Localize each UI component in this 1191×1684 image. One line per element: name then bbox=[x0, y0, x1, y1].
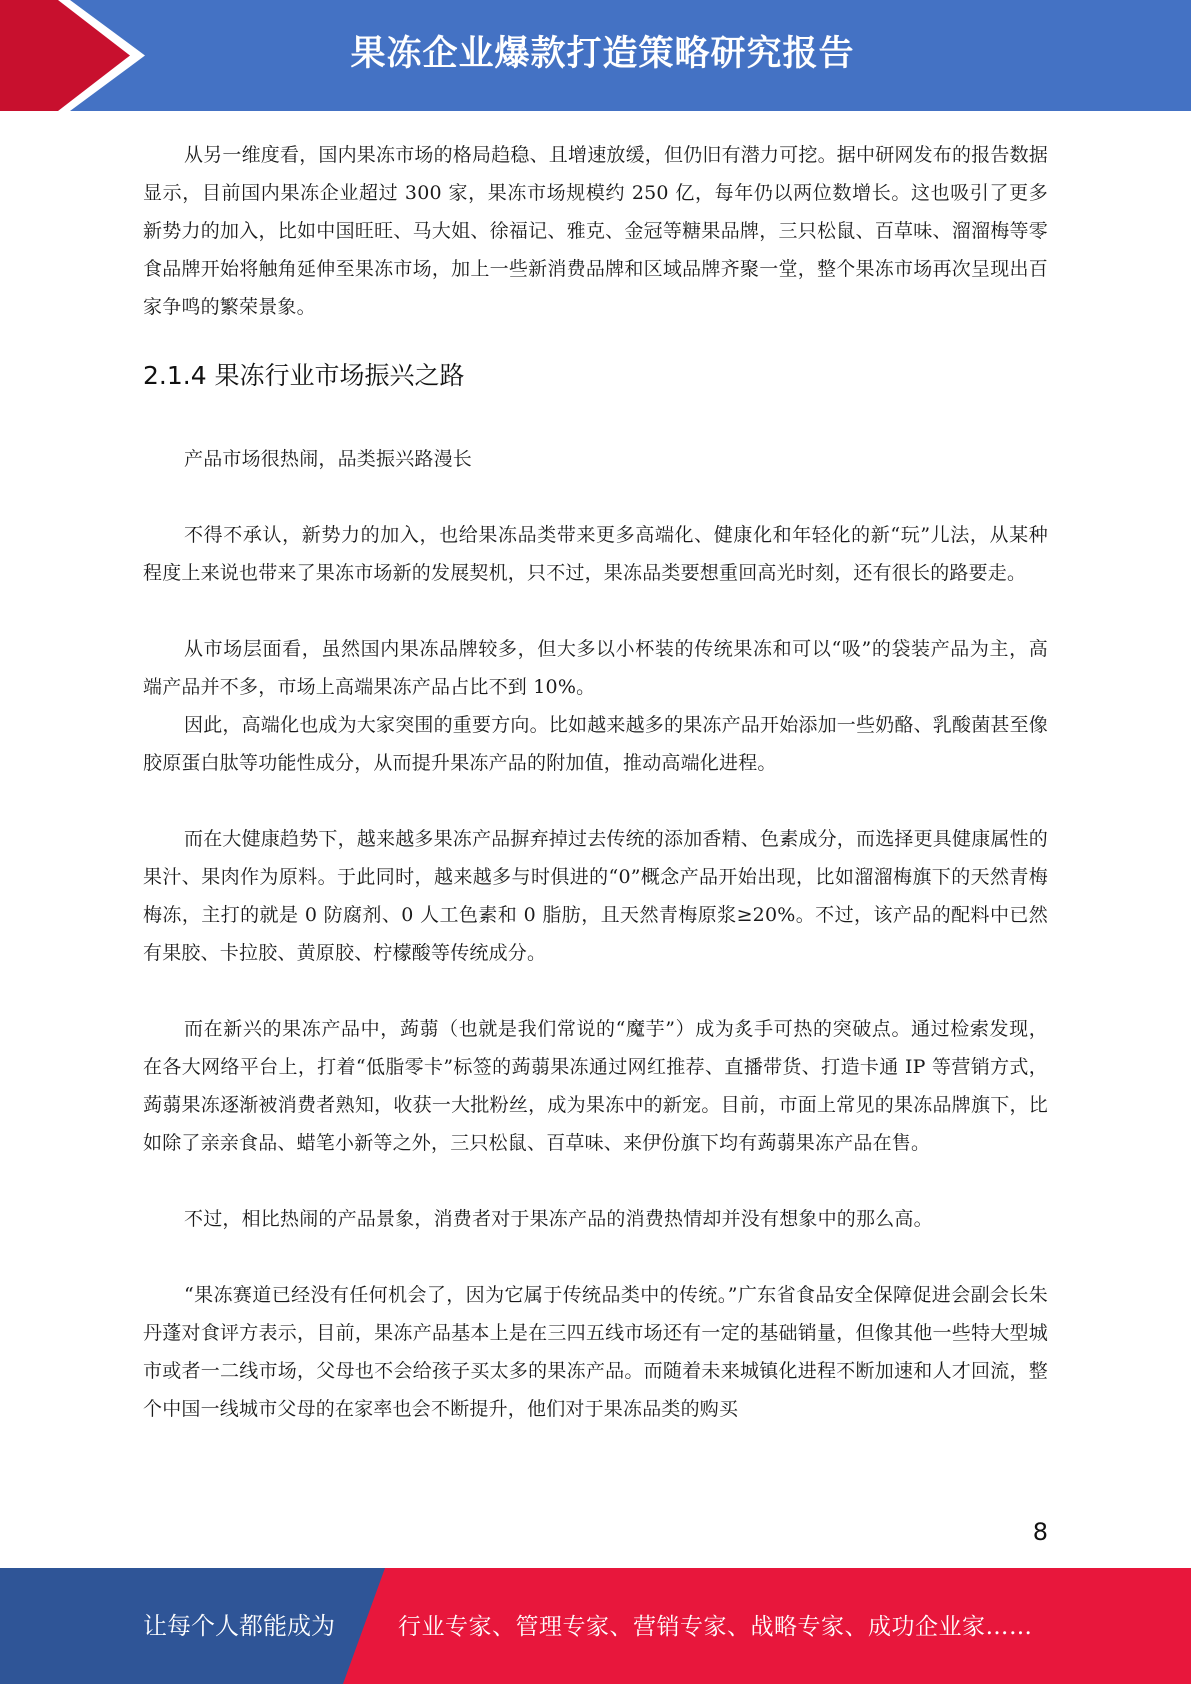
paragraph-expert-quote: “果冻赛道已经没有任何机会了，因为它属于传统品类中的传统。”广东省食品安全保障促进会副会长朱丹蓬对食评方表示，目前，果冻产品基本上是在三四五线市场还有一定的基础销量，但像其他一些特大型城市或者一二线市场，父母也不会给孩子买太多的果冻产品。而随着未来城镇化进程不断加速和人才回流，整个中国一线城市父母的在家率也会不断提升，他们对于果冻品类的购买 bbox=[143, 1284, 1048, 1420]
section-heading: 2.1.4 果冻行业市场振兴之路 bbox=[143, 361, 465, 390]
paragraph-market-level: 从市场层面看，虽然国内果冻品牌较多，但大多以小杯装的传统果冻和可以“吸”的袋装产品为主，高端产品并不多，市场上高端果冻产品占比不到 10%。 bbox=[143, 638, 1048, 698]
paragraph-health-trend: 而在大健康趋势下，越来越多果冻产品摒弃掉过去传统的添加香精、色素成分，而选择更具健康属性的果汁、果肉作为原料。于此同时，越来越多与时俱进的“0”概念产品开始出现，比如溜溜梅旗下的天然青梅梅冻，主打的就是 0 防腐剂、0 人工色素和 0 脂肪，且天然青梅原浆≥20%。不过，该产品的配料中已然有果胶、卡拉胶、黄原胶、柠檬酸等传统成分。 bbox=[143, 828, 1049, 964]
page-number: 8 bbox=[1032, 1518, 1048, 1546]
paragraph-new-forces: 不得不承认，新势力的加入，也给果冻品类带来更多高端化、健康化和年轻化的新“玩”儿法，从某种程度上来说也带来了果冻市场新的发展契机，只不过，果冻品类要想重回高光时刻，还有很长的路要走。 bbox=[143, 524, 1048, 584]
subheading-paragraph: 产品市场很热闹，品类振兴路漫长 bbox=[184, 448, 473, 470]
paragraph-high-end: 因此，高端化也成为大家突围的重要方向。比如越来越多的果冻产品开始添加一些奶酪、乳酸菌甚至像胶原蛋白肽等功能性成分，从而提升果冻产品的附加值，推动高端化进程。 bbox=[143, 714, 1049, 774]
paragraph-market-overview: 从另一维度看，国内果冻市场的格局趋稳、且增速放缓，但仍旧有潜力可挖。据中研网发布的报告数据显示，目前国内果冻企业超过 300 家，果冻市场规模约 250 亿，每年仍以两位数增长。这也吸引了更多新势力的加入，比如中国旺旺、马大姐、徐福记、雅克、金冠等糖果品牌，三只松鼠、百草味、溜溜梅等零食品牌开始将触角延伸至果冻市场，加上一些新消费品牌和区域品牌齐聚一堂，整个果冻市场再次呈现出百家争鸣的繁荣景象。 bbox=[143, 144, 1049, 318]
report-title: 果冻企业爆款打造策略研究报告 bbox=[350, 34, 855, 74]
page-footer bbox=[0, 1568, 1191, 1684]
paragraph-konjac: 而在新兴的果冻产品中，蒟蒻（也就是我们常说的“魔芋”）成为炙手可热的突破点。通过检索发现，在各大网络平台上，打着“低脂零卡”标签的蒟蒻果冻通过网红推荐、直播带货、打造卡通 IP 等营销方式，蒟蒻果冻逐渐被消费者熟知，收获一大批粉丝，成为果冻中的新宠。目前，市面上常见的果冻品牌旗下，比如除了亲亲食品、蜡笔小新等之外，三只松鼠、百草味、来伊份旗下均有蒟蒻果冻产品在售。 bbox=[143, 1018, 1048, 1154]
page-header bbox=[0, 0, 1191, 111]
footer-slogan-left: 让每个人都能成为 bbox=[143, 1612, 335, 1640]
paragraph-consumer-enthusiasm: 不过，相比热闹的产品景象，消费者对于果冻产品的消费热情却并没有想象中的那么高。 bbox=[184, 1208, 933, 1230]
document-body bbox=[143, 136, 1048, 1428]
footer-slogan-right: 行业专家、管理专家、营销专家、战略专家、成功企业家…… bbox=[398, 1614, 1033, 1640]
